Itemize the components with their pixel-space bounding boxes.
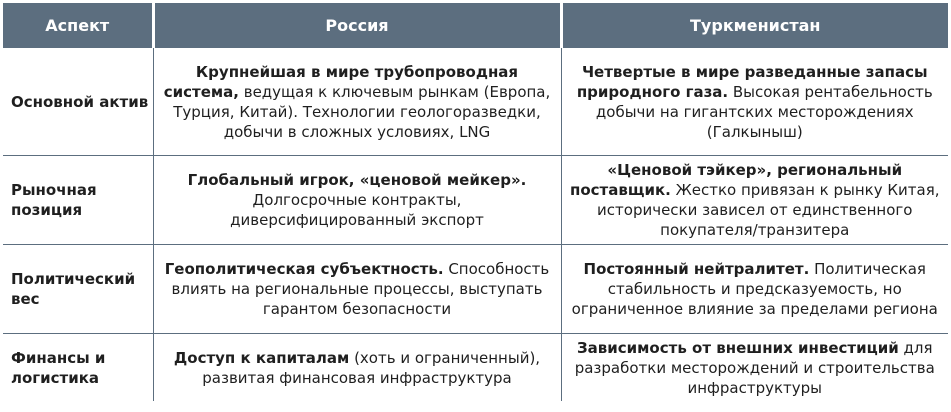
turkmenistan-cell <box>561 156 948 245</box>
turkmenistan-text: Жестко привязан к рынку Китая, исторически зависел от единственного покупателя/транзитера <box>597 181 940 239</box>
aspect-cell: Рыночная позиция <box>3 156 153 245</box>
header-row <box>3 3 948 48</box>
table-row <box>3 245 948 334</box>
turkmenistan-cell <box>561 48 948 156</box>
russia-text: ведущая к ключевым рынкам (Европа, Турция, Китай). Технологии геологоразведки, добычи в сложных условиях, LNG <box>173 82 551 141</box>
turkmenistan-bold: «Ценовой тэйкер», региональный поставщик. <box>570 161 903 199</box>
russia-cell <box>153 48 561 156</box>
turkmenistan-bold: Постоянный нейтралитет. <box>583 260 810 278</box>
russia-text: Долгосрочные контракты, диверсифицированный экспорт <box>230 191 484 229</box>
header-aspect: Аспект <box>3 3 153 48</box>
turkmenistan-bold: Четвертые в мире разведанные запасы природного газа. <box>576 62 928 101</box>
turkmenistan-text: Политическая стабильность и предсказуемость, но ограниченное влияние за пределами региона <box>571 260 938 318</box>
russia-cell <box>153 245 561 334</box>
russia-bold: Глобальный игрок, «ценовой мейкер». <box>187 171 527 189</box>
turkmenistan-cell <box>561 245 948 334</box>
comparison-table <box>3 3 948 401</box>
table-row <box>3 48 948 156</box>
russia-cell <box>153 334 561 402</box>
turkmenistan-bold: Зависимость от внешних инвестиций <box>576 338 899 357</box>
aspect-cell: Финансы и логистика <box>3 334 153 402</box>
table-row <box>3 334 948 402</box>
russia-bold: Крупнейшая в мире трубопроводная система, <box>163 62 519 101</box>
russia-bold: Доступ к капиталам <box>173 348 350 367</box>
russia-cell <box>153 156 561 245</box>
turkmenistan-text: для разработки месторождений и строительства инфраструктуры <box>574 338 935 397</box>
russia-text: (хоть и ограниченный), развитая финансовая инфраструктура <box>202 348 541 387</box>
header-turkmenistan: Туркменистан <box>561 3 948 48</box>
aspect-cell: Основной актив <box>3 48 153 156</box>
russia-bold: Геополитическая субъектность. <box>164 260 444 278</box>
aspect-cell: Политический вес <box>3 245 153 334</box>
turkmenistan-text: Высокая рентабельность добычи на гигантских месторождениях (Галкыныш) <box>595 82 933 141</box>
russia-text: Способность влиять на региональные процессы, выступать гарантом безопасности <box>171 260 550 318</box>
header-russia: Россия <box>153 3 561 48</box>
turkmenistan-cell <box>561 334 948 402</box>
table-row <box>3 156 948 245</box>
